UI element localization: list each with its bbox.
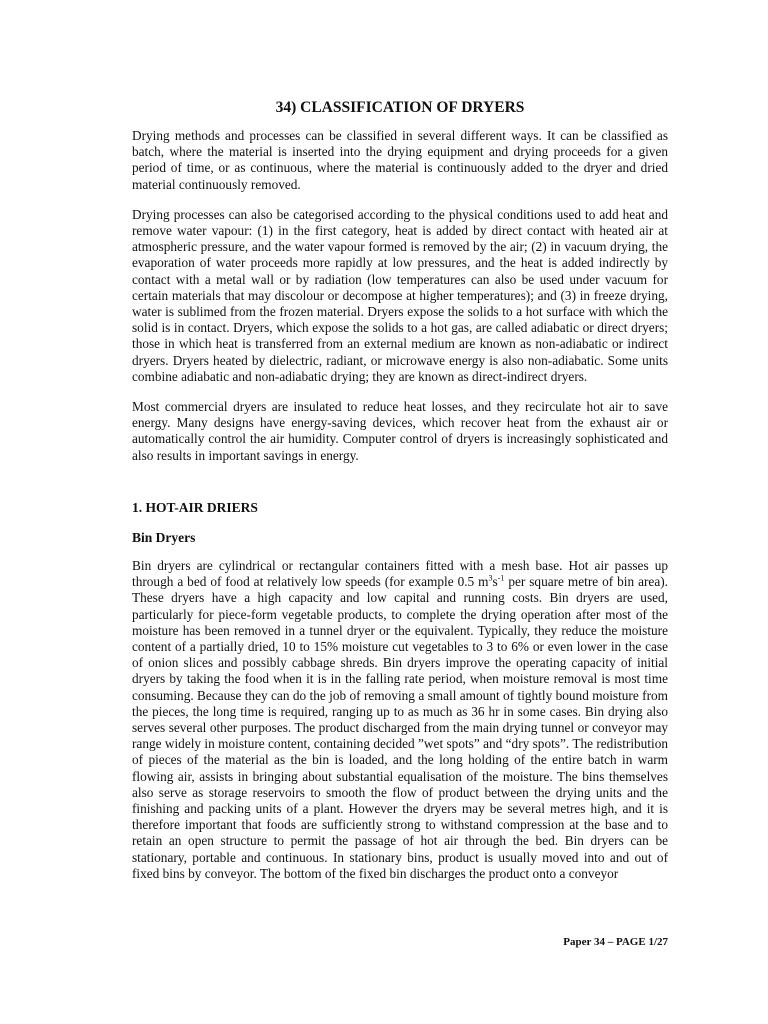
superscript: 3 — [488, 573, 493, 583]
text-run: Bin dryers are cylindrical or rectangular containers fitted with a mesh base. Hot air passes up through a bed of food at relatively low speeds (for example 0.5 m — [132, 558, 668, 590]
intro-section — [132, 128, 668, 478]
paragraph — [132, 558, 668, 882]
paragraph: Most commercial dryers are insulated to reduce heat losses, and they recirculate hot air to save energy. Many designs have energy-saving devices, which recover heat from the exhaust air or automatically control the air humidity. Computer control of dryers is increasingly sophisticated and also results in important savings in energy. — [132, 399, 668, 463]
bin-dryers-section — [132, 558, 668, 896]
paragraph: Drying methods and processes can be classified in several different ways. It can be classified as batch, where the material is inserted into the drying equipment and drying proceeds for a given period of time, or as continuous, where the material is continuously added to the dryer and dried material continuously removed. — [132, 128, 668, 192]
paragraph: Drying processes can also be categorised according to the physical conditions used to add heat and remove water vapour: (1) in the first category, heat is added by direct contact with heated air at atmospheric pressure, and the water vapour formed is removed by the air; (2) in vacuum drying, the evaporation of water proceeds more rapidly at low pressures, and the heat is added indirectly by contact with a metal wall or by radiation (low temperatures can also be used under vacuum for certain materials that may discolour or decompose at higher temperatures); and (3) in freeze drying, water is sublimed from the frozen material. Dryers expose the solids to a hot surface with which the solid is in contact. Dryers, which expose the solids to a hot gas, are called adiabatic or direct dryers; those in which heat is transferred from an external medium are known as non-adiabatic or indirect dryers. Dryers heated by dielectric, radiant, or microwave energy is also non-adiabatic. Some units combine adiabatic and non-adiabatic drying; they are known as direct-indirect dryers. — [132, 206, 668, 384]
page-footer: Paper 34 – PAGE 1/27 — [563, 936, 668, 948]
text-run: s — [492, 574, 498, 590]
text-run: per square metre of bin area). These dryers have a high capacity and low capital and running costs. Bin dryers are used, particularly for piece-form vegetable products, to complete the drying operation after most of the moisture has been removed in a tunnel dryer or the equivalent. Typically, they reduce the moisture content of a partially dried, 10 to 15% moisture cut vegetables to 3 to 6% or even lower in the case of onion slices and possibly cabbage shreds. Bin dryers improve the operating capacity of initial dryers by taking the food when it is in the falling rate period, when moisture removal is most time consuming. Because they can do the job of removing a small amount of tightly bound moisture from the pieces, the long time is required, ranging up to as much as 36 hr in some cases. Bin drying also serves several other purposes. The product discharged from the main drying tunnel or conveyor may range widely in moisture content, containing decided ”wet spots” and “dry spots”. The redistribution of pieces of the material as the bin is loaded, and the long holding of the entire batch in warm flowing air, assists in bringing about substantial equalisation of the moisture. The bins themselves also serve as storage reservoirs to smooth the flow of product between the drying units and the finishing and packing units of a plant. However the dryers may be several metres high, and it is therefore important that foods are sufficiently strong to withstand compression at the base and to retain an open structure to permit the passage of hot air through the bed. Bin dryers can be stationary, portable and continuous. In stationary bins, product is usually moved into and out of fixed bins by conveyor. The bottom of the fixed bin discharges the product onto a conveyor — [132, 574, 668, 881]
section-heading: 1. HOT-AIR DRIERS — [132, 500, 258, 515]
subsection-heading: Bin Dryers — [132, 530, 196, 545]
page-title: 34) CLASSIFICATION OF DRYERS — [275, 99, 525, 116]
superscript: -1 — [497, 573, 505, 583]
